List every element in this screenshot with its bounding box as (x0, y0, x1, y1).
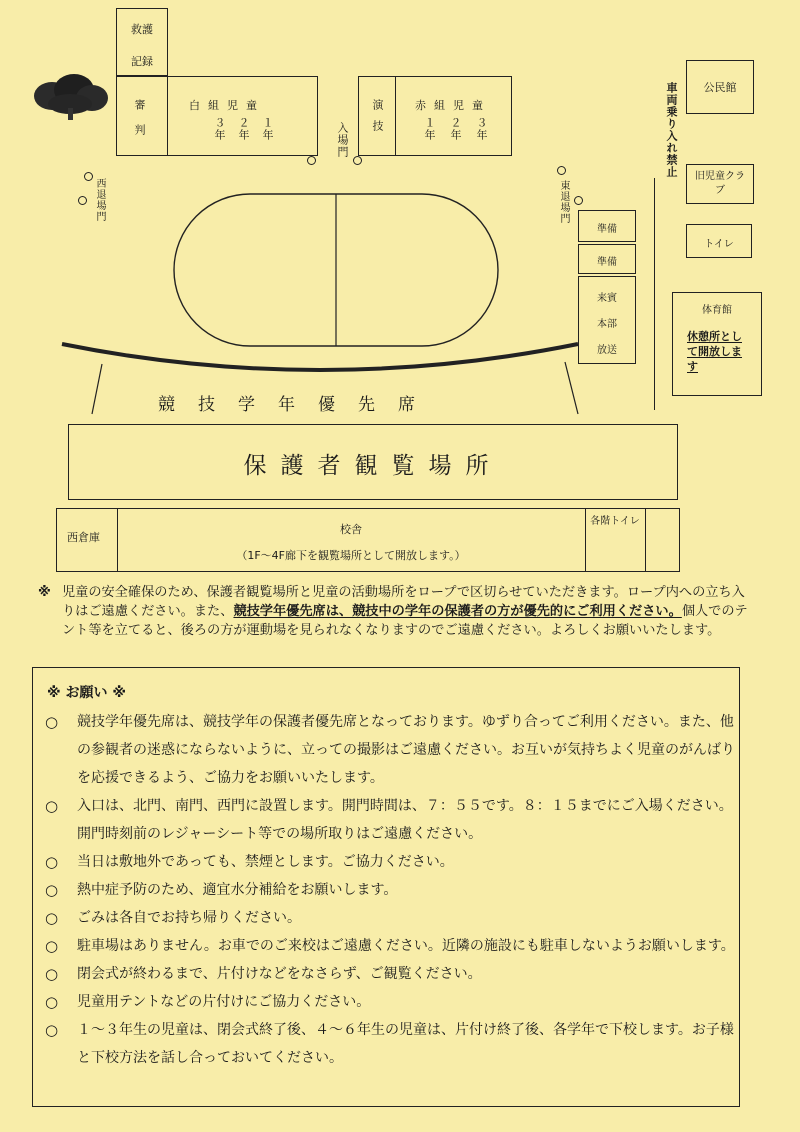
request-text: 閉会式が終わるまで、片付けなどをなさらず、ご観覧ください。 (77, 966, 482, 982)
school-building-label: 校舎 (340, 523, 362, 536)
requests-box (32, 667, 740, 1107)
request-text: 当日は敷地外であっても、禁煙とします。ご協力ください。 (77, 854, 454, 870)
request-text: 駐車場はありません。お車でのご来校はご遠慮ください。近隣の施設にも駐車しないようお願いします。 (77, 938, 735, 954)
west-storage-label: 西倉庫 (67, 531, 100, 544)
bullet-icon: ○ (45, 1021, 59, 1039)
bullet-icon: ○ (45, 937, 59, 955)
bullet-icon: ○ (45, 797, 59, 815)
rope-arc (62, 344, 578, 370)
rope-notice (40, 583, 755, 640)
floor-toilet-label: 各階トイレ (590, 516, 640, 527)
bullet-icon: ○ (45, 965, 59, 983)
red-grade-2: ２年 (449, 117, 462, 141)
list-item (45, 960, 735, 988)
list-item (45, 932, 735, 960)
priority-seats-label: 競技学年優先席 (158, 395, 438, 415)
gym-rest-note: 休憩所として開放します (687, 330, 742, 373)
guardian-area-box (68, 424, 678, 500)
guests-label: 来賓 (597, 293, 617, 304)
red-grade-1: １年 (423, 117, 436, 141)
bullet-icon: ○ (45, 881, 59, 899)
toilet-label: トイレ (704, 239, 734, 250)
note-mark: ※ (38, 585, 51, 600)
headquarters-label: 本部 (597, 319, 617, 330)
priority-seat-line-right (565, 362, 578, 414)
first-aid-label: 救護 (131, 23, 153, 36)
broadcast-label: 放送 (597, 345, 617, 356)
gym-title: 体育館 (702, 305, 732, 316)
note-text-2: 個人でのテント等を立てると、後ろの方が運動場を見られなくなりますのでご遠慮ください。よろしくお願いいたします。 (62, 604, 748, 638)
preparation-box-2 (578, 244, 636, 274)
list-item (45, 904, 735, 932)
list-item (45, 876, 735, 904)
list-item (45, 1016, 735, 1072)
preparation-label-2: 準備 (597, 257, 617, 268)
request-text: 入口は、北門、南門、西門に設置します。開門時間は、７：５５です。８：１５までにご入場ください。開門時刻前のレジャーシート等での場所取りはご遠慮ください。 (77, 798, 733, 842)
note-text-1: 児童の安全確保のため、保護者観覧場所と児童の活動場所をロープで区切らせていただきます。ロープ内への立ち入りはご遠慮ください。また、 (62, 585, 745, 619)
east-exit-gate-label: 東退場門 (558, 180, 569, 224)
white-grade-3: ３年 (213, 117, 226, 141)
entrance-gate-label: 入場門 (336, 122, 349, 158)
school-building-box (56, 508, 680, 572)
headquarters-box (578, 276, 636, 364)
referee-label: 審判 (133, 99, 146, 149)
gym-box (672, 292, 762, 396)
bullet-icon: ○ (45, 853, 59, 871)
white-grade-1: １年 (261, 117, 274, 141)
performance-label: 演技 (371, 99, 384, 141)
bullet-icon: ○ (45, 713, 59, 731)
list-item (45, 708, 735, 792)
record-label: 記録 (131, 55, 153, 68)
request-text: 児童用テントなどの片付けにご協力ください。 (77, 994, 371, 1010)
preparation-label-1: 準備 (597, 224, 617, 235)
west-exit-gate-label: 西退場門 (94, 178, 105, 222)
community-hall-label: 公民館 (703, 81, 737, 94)
list-item (45, 848, 735, 876)
guardian-area-label: 保護者観覧場所 (243, 453, 503, 479)
school-building-note: （1F～4F廊下を観覧場所として開放します。） (236, 549, 466, 562)
red-team-label: 赤組児童 (415, 99, 491, 112)
requests-list (45, 708, 735, 1072)
request-text: ごみは各自でお持ち帰りください。 (77, 910, 301, 926)
request-text: 熱中症予防のため、適宜水分補給をお願いします。 (77, 882, 398, 898)
request-text: 競技学年優先席は、競技学年の保護者優先席となっております。ゆずり合ってご利用ください。また、他の参観者の迷惑にならないように、立っての撮影はご遠慮ください。お互いが気持ちよく児童のがんばりを応援できるよう、ご協力をお願いいたします。 (77, 714, 735, 786)
white-team-label: 白組児童 (189, 99, 265, 112)
list-item (45, 988, 735, 1016)
bullet-icon: ○ (45, 993, 59, 1011)
requests-title: ※ お願い ※ (47, 685, 126, 701)
preparation-box-1 (578, 210, 636, 242)
request-text: １～３年生の児童は、閉会式終了後、４～６年生の児童は、片付け終了後、各学年で下校します。お子様と下校方法を話し合っておいてください。 (77, 1022, 734, 1066)
red-grade-3: ３年 (475, 117, 488, 141)
no-vehicles-label: 車両乗り入れ禁止 (665, 82, 678, 178)
white-grade-2: ２年 (237, 117, 250, 141)
note-text-bold: 競技学年優先席は、競技中の学年の保護者の方が優先的にご利用ください。 (233, 604, 682, 619)
bullet-icon: ○ (45, 909, 59, 927)
list-item (45, 792, 735, 848)
old-childrens-club-label: 旧児童クラブ (695, 171, 745, 196)
priority-seat-line-left (92, 364, 102, 414)
